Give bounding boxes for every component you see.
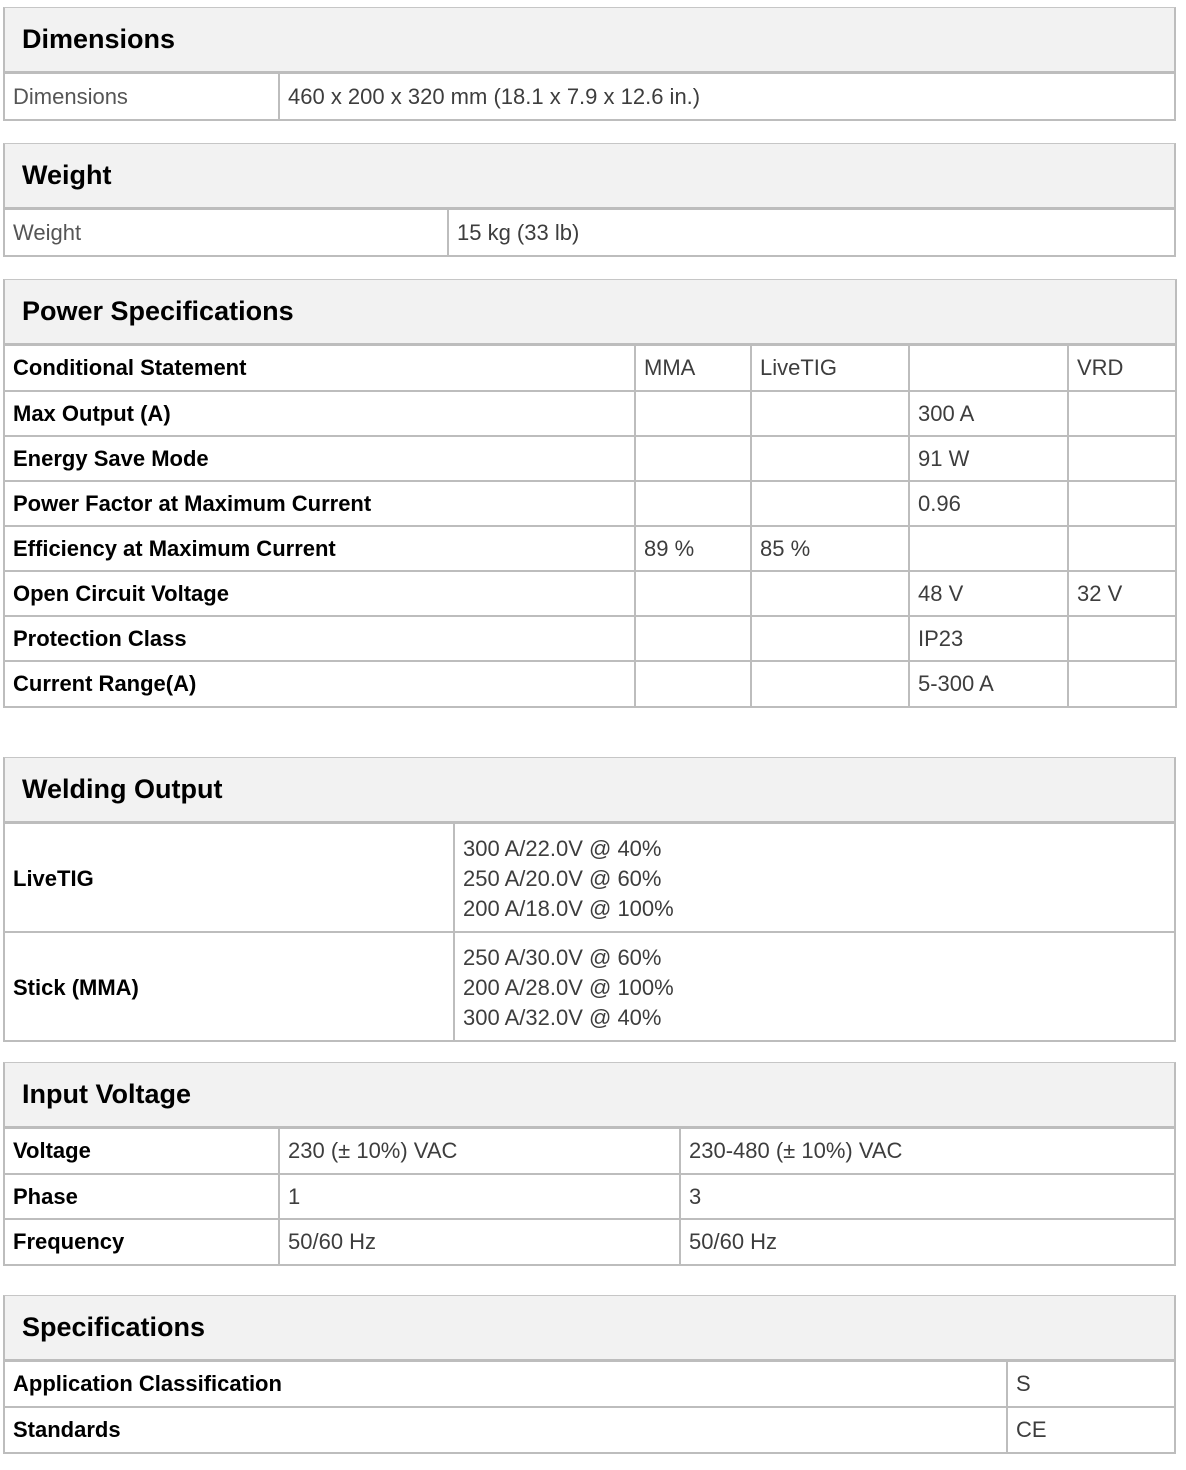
table-cell bbox=[1068, 661, 1175, 706]
specifications-heading: Specifications bbox=[5, 1296, 1174, 1362]
table-cell: 3 bbox=[680, 1174, 1174, 1219]
row-label: Application Classification bbox=[5, 1362, 1007, 1407]
table-cell bbox=[1068, 616, 1175, 661]
dimensions-table bbox=[5, 74, 1174, 119]
welding-section bbox=[3, 757, 1176, 1042]
weight-value: 15 kg (33 lb) bbox=[448, 210, 1174, 255]
weight-section bbox=[3, 143, 1176, 257]
row-label: Energy Save Mode bbox=[5, 436, 635, 481]
table-cell bbox=[454, 932, 1174, 1040]
table-row bbox=[5, 571, 1175, 616]
specifications-table bbox=[5, 1362, 1174, 1452]
output-line: 300 A/22.0V @ 40% bbox=[463, 835, 662, 861]
table-row bbox=[5, 74, 1174, 119]
table-cell bbox=[635, 661, 751, 706]
power-table bbox=[5, 346, 1175, 706]
table-row bbox=[5, 210, 1174, 255]
table-cell: 5-300 A bbox=[909, 661, 1068, 706]
table-cell bbox=[635, 571, 751, 616]
weight-table bbox=[5, 210, 1174, 255]
table-cell bbox=[635, 481, 751, 526]
row-label: Phase bbox=[5, 1174, 279, 1219]
table-cell bbox=[751, 391, 909, 436]
row-label: Current Range(A) bbox=[5, 661, 635, 706]
table-cell: 89 % bbox=[635, 526, 751, 571]
table-row bbox=[5, 526, 1175, 571]
table-cell bbox=[454, 824, 1174, 932]
table-cell: 91 W bbox=[909, 436, 1068, 481]
table-row bbox=[5, 1362, 1174, 1407]
dimensions-section bbox=[3, 7, 1176, 121]
output-line: 250 A/30.0V @ 60% bbox=[463, 944, 662, 970]
table-cell bbox=[751, 571, 909, 616]
power-section bbox=[3, 279, 1177, 708]
column-header: LiveTIG bbox=[751, 346, 909, 391]
table-cell: 230 (± 10%) VAC bbox=[279, 1129, 680, 1174]
table-cell bbox=[1068, 436, 1175, 481]
table-cell: 0.96 bbox=[909, 481, 1068, 526]
row-label: Max Output (A) bbox=[5, 391, 635, 436]
table-row bbox=[5, 1407, 1174, 1452]
output-line: 200 A/18.0V @ 100% bbox=[463, 895, 674, 921]
table-cell: 1 bbox=[279, 1174, 680, 1219]
table-cell bbox=[751, 436, 909, 481]
table-cell: 50/60 Hz bbox=[680, 1219, 1174, 1264]
column-header: VRD bbox=[1068, 346, 1175, 391]
welding-table bbox=[5, 824, 1174, 1040]
power-heading: Power Specifications bbox=[5, 280, 1175, 346]
output-line: 250 A/20.0V @ 60% bbox=[463, 865, 662, 891]
table-cell: 230-480 (± 10%) VAC bbox=[680, 1129, 1174, 1174]
table-cell bbox=[751, 661, 909, 706]
input-table bbox=[5, 1129, 1174, 1264]
table-row bbox=[5, 481, 1175, 526]
table-cell: 300 A bbox=[909, 391, 1068, 436]
table-cell: CE bbox=[1007, 1407, 1174, 1452]
dimensions-heading: Dimensions bbox=[5, 8, 1174, 74]
table-cell: 48 V bbox=[909, 571, 1068, 616]
table-cell: 50/60 Hz bbox=[279, 1219, 680, 1264]
table-row bbox=[5, 391, 1175, 436]
table-header-row bbox=[5, 346, 1175, 391]
column-header: Conditional Statement bbox=[5, 346, 635, 391]
weight-heading: Weight bbox=[5, 144, 1174, 210]
row-label: LiveTIG bbox=[5, 824, 454, 932]
table-cell bbox=[1068, 526, 1175, 571]
output-line: 200 A/28.0V @ 100% bbox=[463, 974, 674, 1000]
table-cell: 32 V bbox=[1068, 571, 1175, 616]
table-cell bbox=[909, 526, 1068, 571]
table-row bbox=[5, 661, 1175, 706]
table-cell bbox=[635, 436, 751, 481]
input-section bbox=[3, 1062, 1176, 1266]
table-cell bbox=[635, 391, 751, 436]
table-row bbox=[5, 1129, 1174, 1174]
row-label: Stick (MMA) bbox=[5, 932, 454, 1040]
table-row bbox=[5, 436, 1175, 481]
table-row bbox=[5, 932, 1174, 1040]
row-label: Protection Class bbox=[5, 616, 635, 661]
column-header bbox=[909, 346, 1068, 391]
row-label: Open Circuit Voltage bbox=[5, 571, 635, 616]
table-row bbox=[5, 1174, 1174, 1219]
row-label: Efficiency at Maximum Current bbox=[5, 526, 635, 571]
weight-label: Weight bbox=[5, 210, 448, 255]
row-label: Standards bbox=[5, 1407, 1007, 1452]
table-cell: S bbox=[1007, 1362, 1174, 1407]
table-cell bbox=[635, 616, 751, 661]
table-cell bbox=[1068, 481, 1175, 526]
row-label: Power Factor at Maximum Current bbox=[5, 481, 635, 526]
table-row bbox=[5, 616, 1175, 661]
specifications-section bbox=[3, 1295, 1176, 1454]
row-label: Voltage bbox=[5, 1129, 279, 1174]
table-row bbox=[5, 824, 1174, 932]
table-cell bbox=[751, 481, 909, 526]
input-heading: Input Voltage bbox=[5, 1063, 1174, 1129]
table-cell bbox=[1068, 391, 1175, 436]
row-label: Frequency bbox=[5, 1219, 279, 1264]
table-cell bbox=[751, 616, 909, 661]
column-header: MMA bbox=[635, 346, 751, 391]
table-row bbox=[5, 1219, 1174, 1264]
output-line: 300 A/32.0V @ 40% bbox=[463, 1004, 662, 1030]
table-cell: 85 % bbox=[751, 526, 909, 571]
table-cell: IP23 bbox=[909, 616, 1068, 661]
dimensions-label: Dimensions bbox=[5, 74, 279, 119]
dimensions-value: 460 x 200 x 320 mm (18.1 x 7.9 x 12.6 in.) bbox=[279, 74, 1174, 119]
welding-heading: Welding Output bbox=[5, 758, 1174, 824]
